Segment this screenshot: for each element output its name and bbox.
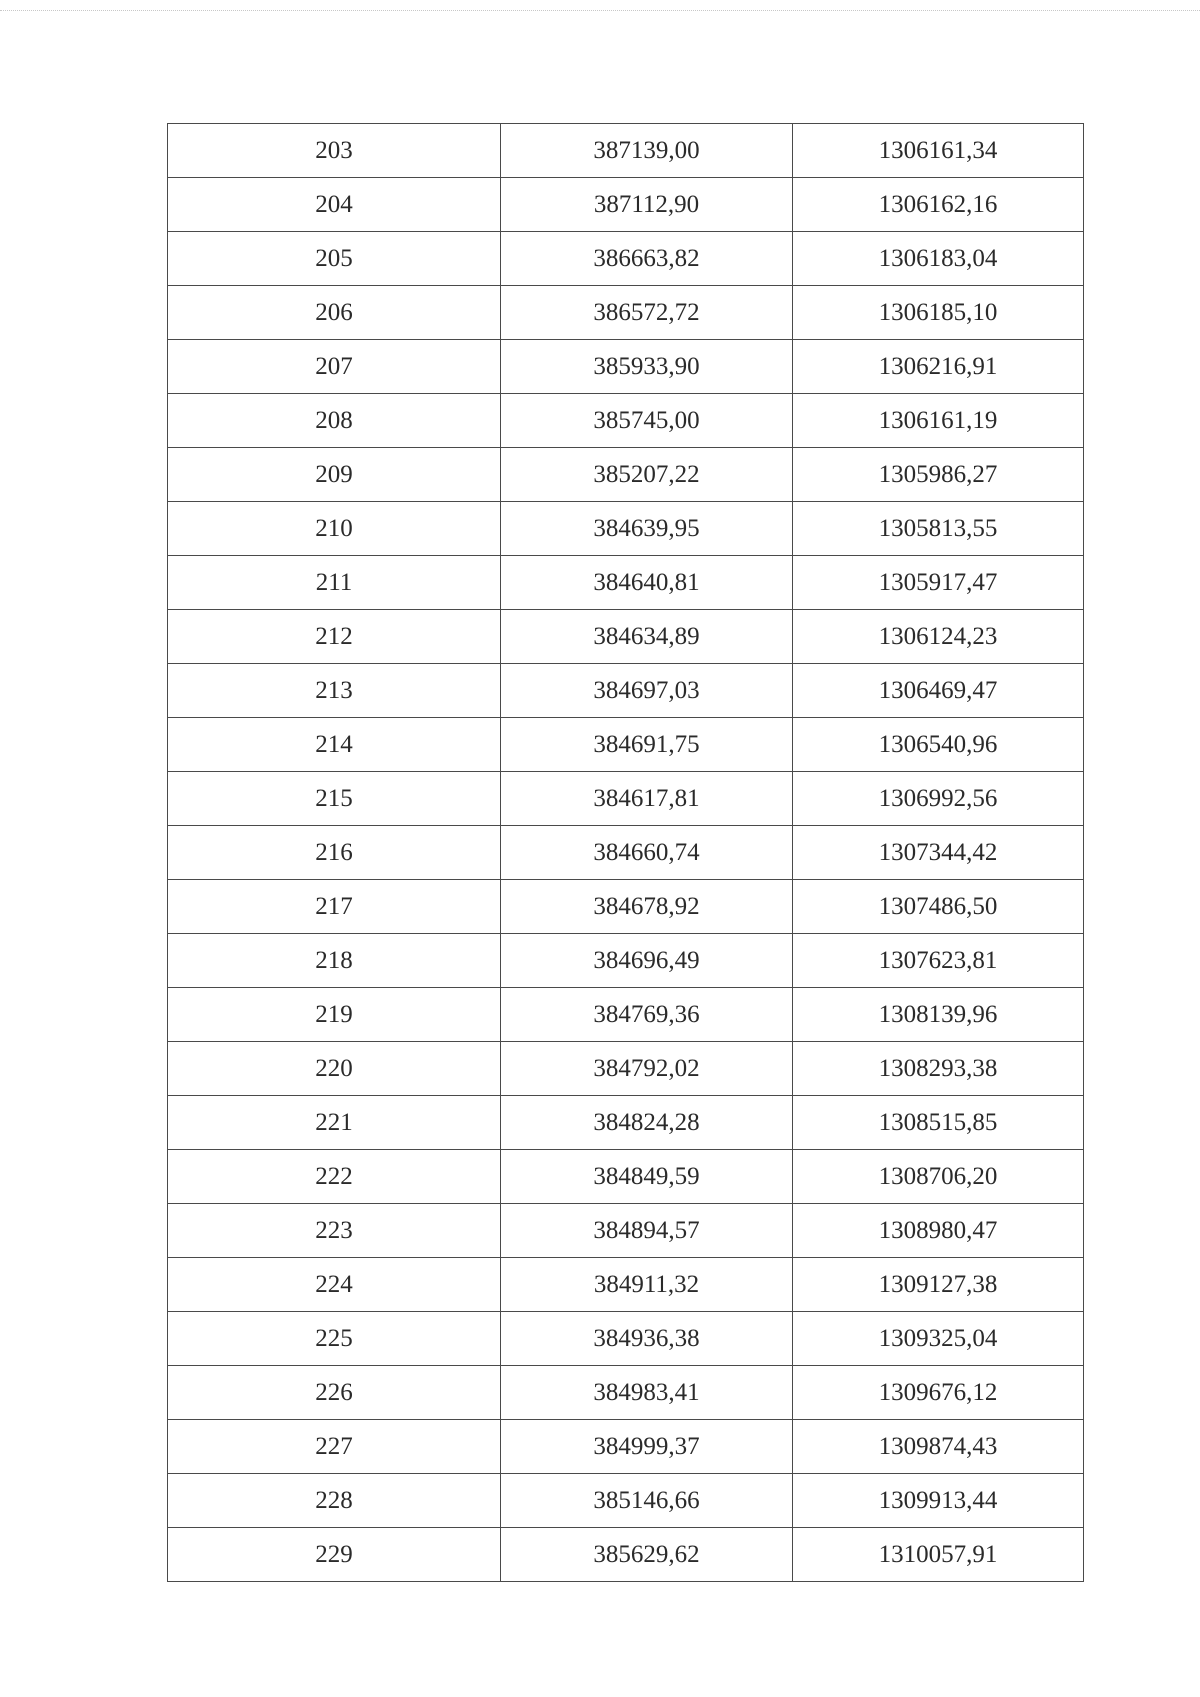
y-coordinate-cell: 1306469,47 [793,664,1084,718]
point-number-cell: 216 [168,826,501,880]
x-coordinate-cell: 384824,28 [501,1096,793,1150]
x-coordinate-cell: 385146,66 [501,1474,793,1528]
table-row [168,826,1084,880]
y-coordinate-cell: 1308293,38 [793,1042,1084,1096]
y-coordinate-cell: 1306540,96 [793,718,1084,772]
y-coordinate-cell: 1306183,04 [793,232,1084,286]
table-row [168,124,1084,178]
y-coordinate-cell: 1307344,42 [793,826,1084,880]
x-coordinate-cell: 384936,38 [501,1312,793,1366]
point-number-cell: 218 [168,934,501,988]
x-coordinate-cell: 387112,90 [501,178,793,232]
y-coordinate-cell: 1306992,56 [793,772,1084,826]
x-coordinate-cell: 385745,00 [501,394,793,448]
table-row [168,448,1084,502]
point-number-cell: 210 [168,502,501,556]
point-number-cell: 219 [168,988,501,1042]
table-row [168,1528,1084,1582]
x-coordinate-cell: 384696,49 [501,934,793,988]
point-number-cell: 229 [168,1528,501,1582]
point-number-cell: 222 [168,1150,501,1204]
x-coordinate-cell: 384678,92 [501,880,793,934]
table-row [168,1204,1084,1258]
table-row [168,502,1084,556]
coordinates-table [167,123,1084,1582]
point-number-cell: 207 [168,340,501,394]
table-row [168,1258,1084,1312]
y-coordinate-cell: 1308706,20 [793,1150,1084,1204]
table-row [168,988,1084,1042]
y-coordinate-cell: 1310057,91 [793,1528,1084,1582]
x-coordinate-cell: 384660,74 [501,826,793,880]
table-row [168,232,1084,286]
x-coordinate-cell: 385629,62 [501,1528,793,1582]
x-coordinate-cell: 386663,82 [501,232,793,286]
x-coordinate-cell: 384617,81 [501,772,793,826]
point-number-cell: 225 [168,1312,501,1366]
y-coordinate-cell: 1306161,34 [793,124,1084,178]
y-coordinate-cell: 1306124,23 [793,610,1084,664]
x-coordinate-cell: 386572,72 [501,286,793,340]
x-coordinate-cell: 384999,37 [501,1420,793,1474]
point-number-cell: 205 [168,232,501,286]
point-number-cell: 221 [168,1096,501,1150]
y-coordinate-cell: 1305917,47 [793,556,1084,610]
point-number-cell: 214 [168,718,501,772]
point-number-cell: 203 [168,124,501,178]
point-number-cell: 215 [168,772,501,826]
table-row [168,1420,1084,1474]
x-coordinate-cell: 384792,02 [501,1042,793,1096]
x-coordinate-cell: 384894,57 [501,1204,793,1258]
table-row [168,664,1084,718]
point-number-cell: 208 [168,394,501,448]
x-coordinate-cell: 384769,36 [501,988,793,1042]
point-number-cell: 224 [168,1258,501,1312]
y-coordinate-cell: 1309325,04 [793,1312,1084,1366]
table-row [168,610,1084,664]
y-coordinate-cell: 1306161,19 [793,394,1084,448]
point-number-cell: 212 [168,610,501,664]
point-number-cell: 217 [168,880,501,934]
point-number-cell: 206 [168,286,501,340]
y-coordinate-cell: 1306185,10 [793,286,1084,340]
table-row [168,1366,1084,1420]
y-coordinate-cell: 1309913,44 [793,1474,1084,1528]
y-coordinate-cell: 1308980,47 [793,1204,1084,1258]
x-coordinate-cell: 384639,95 [501,502,793,556]
coordinates-table-body [168,124,1084,1582]
table-row [168,718,1084,772]
point-number-cell: 213 [168,664,501,718]
point-number-cell: 228 [168,1474,501,1528]
y-coordinate-cell: 1309676,12 [793,1366,1084,1420]
table-row [168,1474,1084,1528]
x-coordinate-cell: 384911,32 [501,1258,793,1312]
table-row [168,286,1084,340]
y-coordinate-cell: 1306216,91 [793,340,1084,394]
table-row [168,556,1084,610]
point-number-cell: 209 [168,448,501,502]
table-row [168,394,1084,448]
x-coordinate-cell: 384849,59 [501,1150,793,1204]
point-number-cell: 226 [168,1366,501,1420]
y-coordinate-cell: 1307623,81 [793,934,1084,988]
table-row [168,880,1084,934]
x-coordinate-cell: 385933,90 [501,340,793,394]
x-coordinate-cell: 384697,03 [501,664,793,718]
x-coordinate-cell: 384691,75 [501,718,793,772]
y-coordinate-cell: 1307486,50 [793,880,1084,934]
y-coordinate-cell: 1308139,96 [793,988,1084,1042]
table-row [168,772,1084,826]
point-number-cell: 223 [168,1204,501,1258]
x-coordinate-cell: 384983,41 [501,1366,793,1420]
table-row [168,1150,1084,1204]
y-coordinate-cell: 1309874,43 [793,1420,1084,1474]
x-coordinate-cell: 384634,89 [501,610,793,664]
scan-edge-line [0,10,1200,11]
y-coordinate-cell: 1305986,27 [793,448,1084,502]
table-row [168,1042,1084,1096]
x-coordinate-cell: 387139,00 [501,124,793,178]
table-row [168,1096,1084,1150]
x-coordinate-cell: 385207,22 [501,448,793,502]
table-row [168,1312,1084,1366]
point-number-cell: 220 [168,1042,501,1096]
table-row [168,340,1084,394]
y-coordinate-cell: 1306162,16 [793,178,1084,232]
point-number-cell: 227 [168,1420,501,1474]
y-coordinate-cell: 1309127,38 [793,1258,1084,1312]
y-coordinate-cell: 1305813,55 [793,502,1084,556]
table-row [168,178,1084,232]
point-number-cell: 211 [168,556,501,610]
point-number-cell: 204 [168,178,501,232]
y-coordinate-cell: 1308515,85 [793,1096,1084,1150]
x-coordinate-cell: 384640,81 [501,556,793,610]
table-row [168,934,1084,988]
